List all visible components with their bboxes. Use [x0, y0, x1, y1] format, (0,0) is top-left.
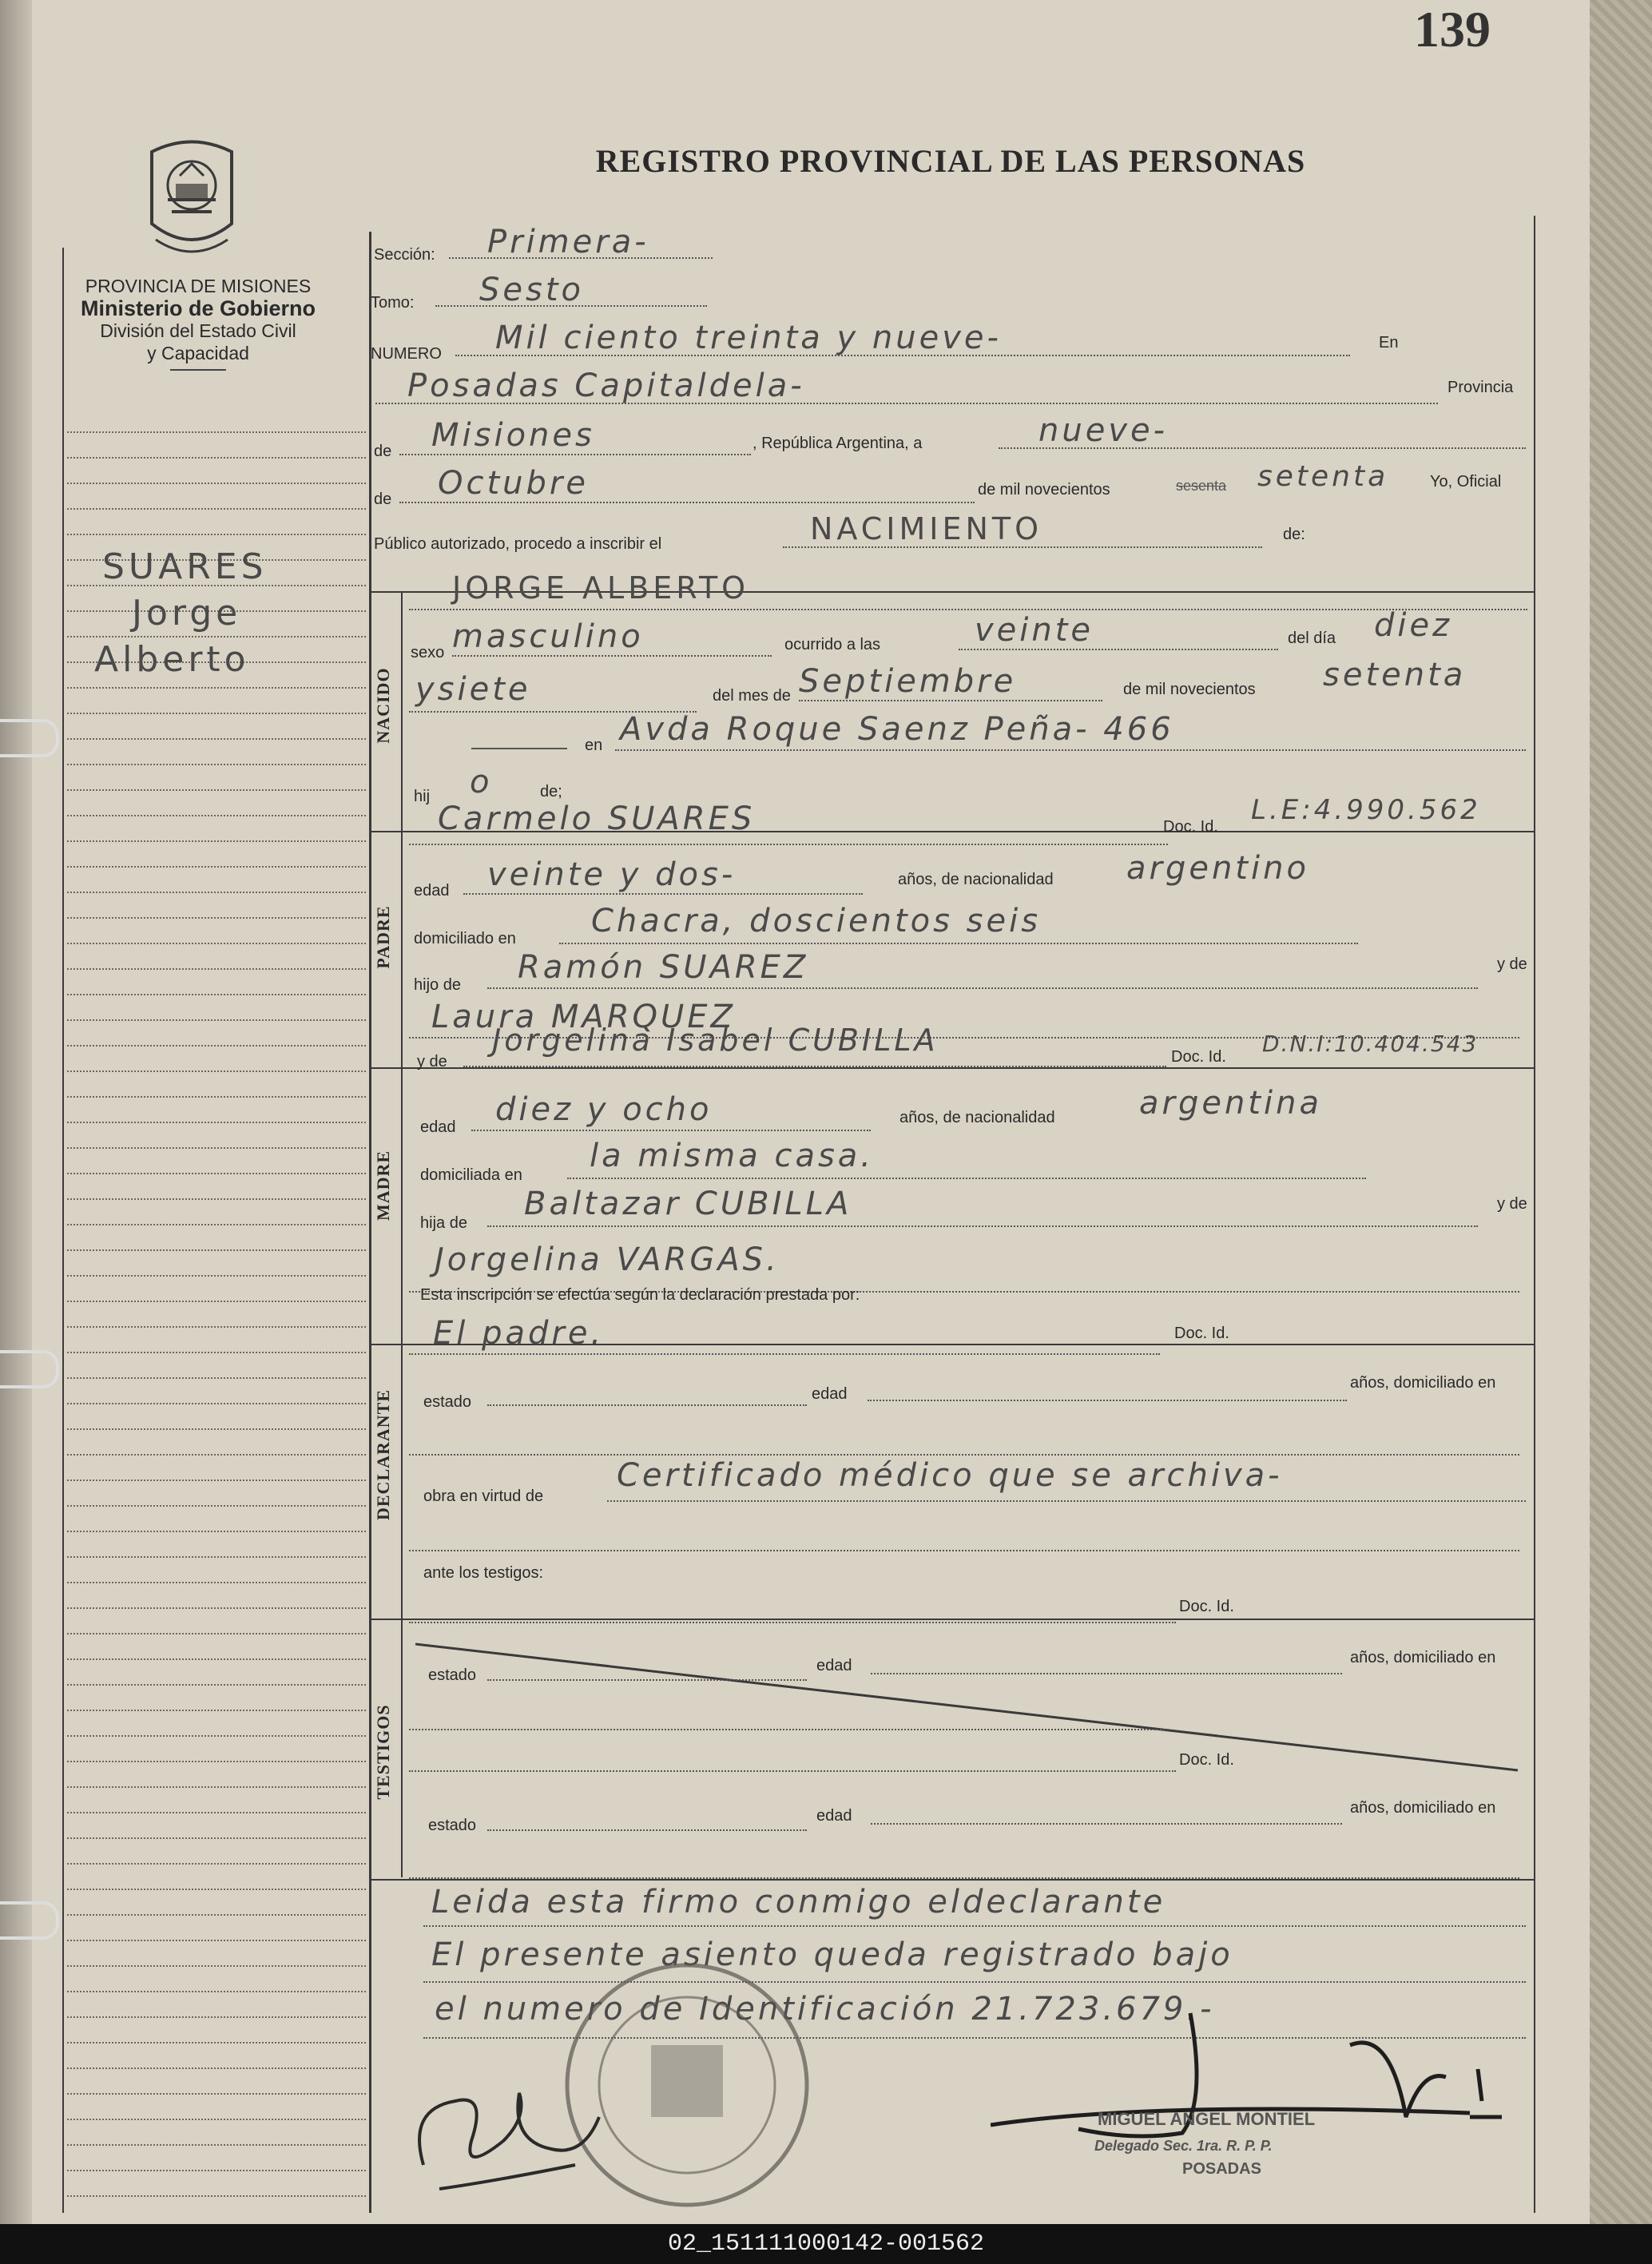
margin-ruled-line: [67, 1224, 366, 1225]
label-de-mil-nov: de mil novecientos: [1123, 681, 1256, 698]
label-en-lower: en: [585, 737, 603, 754]
value-madre-nombre: Jorgelina Isabel CUBILLA: [492, 1023, 939, 1058]
margin-ruled-line: [67, 687, 366, 689]
margin-ruled-line: [67, 866, 366, 868]
margin-ruled-line: [67, 1531, 366, 1532]
margin-ruled-line: [67, 968, 366, 970]
label-estado-declarante: estado: [423, 1393, 472, 1411]
margin-ruled-line: [67, 789, 366, 791]
label-hija-de: hija de: [420, 1214, 467, 1232]
value-padre-dom: Chacra, doscientos seis: [591, 903, 1042, 939]
margin-ruled-line: [67, 1275, 366, 1277]
margin-ruled-line: [67, 1863, 366, 1865]
label-edad-t2: edad: [816, 1807, 852, 1825]
testigos-bottom-rule: [369, 1879, 1534, 1881]
label-publico: Público autorizado, procedo a inscribir el: [374, 535, 662, 553]
value-cierre-2: El presente asiento queda registrado bajo: [431, 1936, 1233, 1973]
margin-ruled-line: [67, 1428, 366, 1430]
label-anos-dom-t1: años, domiciliado en: [1350, 1649, 1496, 1666]
margin-ruled-line: [67, 713, 366, 714]
value-acto: NACIMIENTO: [810, 511, 1043, 546]
value-madre-edad: diez y ocho: [495, 1091, 713, 1128]
label-doc-id-padre: Doc. Id.: [1163, 818, 1218, 836]
margin-ruled-line: [67, 1761, 366, 1762]
label-provincia: Provincia: [1447, 379, 1514, 396]
margin-ruled-line: [67, 1556, 366, 1558]
margin-ruled-line: [67, 1607, 366, 1609]
margin-ruled-line: [67, 1914, 366, 1916]
page-number: 139: [1414, 1, 1491, 58]
value-cierre-1: Leida esta firmo conmigo eldeclarante: [431, 1884, 1166, 1920]
dom-t2-line: [409, 1861, 1519, 1879]
official-title: Delegado Sec. 1ra. R. P. P.: [1094, 2138, 1273, 2154]
margin-ruled-line: [67, 1812, 366, 1813]
margin-ruled-line: [67, 1633, 366, 1634]
label-edad-t1: edad: [816, 1657, 852, 1674]
section-testigos: TESTIGOS: [373, 1704, 393, 1800]
margin-ruled-line: [67, 1480, 366, 1481]
label-del-dia: del día: [1288, 630, 1336, 647]
section-madre: MADRE: [373, 1150, 393, 1221]
issuing-authority: [62, 275, 334, 371]
signature-right-icon: [991, 1981, 1550, 2157]
value-mes-nac: Septiembre: [799, 663, 1017, 700]
page-left-edge: [0, 0, 32, 2224]
margin-ruled-line: [67, 1454, 366, 1456]
margin-ruled-line: [67, 1070, 366, 1072]
value-lugar: Posadas Capitaldela-: [407, 367, 805, 404]
margin-ruled-line: [67, 1403, 366, 1404]
margin-ruled-line: [67, 1326, 366, 1328]
margin-ruled-line: [67, 1505, 366, 1507]
margin-ruled-line: [67, 1147, 366, 1149]
value-abuelo-p: Ramón SUAREZ: [518, 949, 809, 986]
label-y-de-1: y de: [1497, 955, 1527, 973]
label-y-de-madre: y de: [417, 1053, 447, 1070]
label-domiciliada: domiciliada en: [420, 1166, 522, 1184]
margin-ruled-line: [67, 1786, 366, 1788]
value-padre-edad: veinte y dos-: [487, 856, 737, 893]
margin-ruled-line: [67, 1352, 366, 1353]
margin-ruled-line: [67, 2119, 366, 2120]
value-numero: Mil ciento treinta y nueve-: [495, 320, 1002, 356]
margin-ruled-line: [67, 534, 366, 535]
official-city: POSADAS: [1182, 2160, 1261, 2178]
label-obra: obra en virtud de: [423, 1487, 544, 1505]
margin-ruled-line: [67, 2170, 366, 2171]
margin-ruled-line: [67, 1019, 366, 1021]
value-tomo: Sesto: [479, 272, 584, 308]
image-id-footer: 02_151111000142-001562: [0, 2224, 1652, 2264]
coat-of-arms-icon: [144, 136, 240, 268]
division-line-1: División del Estado Civil: [100, 320, 296, 341]
label-tomo: Tomo:: [371, 294, 415, 312]
margin-ruled-line: [67, 1965, 366, 1967]
label-del-mes: del mes de: [713, 687, 791, 705]
value-obra: Certificado médico que se archiva-: [617, 1457, 1283, 1494]
value-provincia: Misiones: [431, 417, 595, 454]
margin-ruled-line: [67, 2042, 366, 2044]
margin-ruled-line: [67, 1735, 366, 1737]
ring-hole-2: [0, 1350, 59, 1388]
value-mes: Octubre: [438, 465, 589, 502]
division-line-2: y Capacidad: [147, 343, 249, 363]
label-doc-id-declarante: Doc. Id.: [1174, 1325, 1229, 1342]
madre-top-rule: [369, 1067, 1534, 1069]
label-anos-nac-madre: años, de nacionalidad: [899, 1109, 1055, 1126]
label-y-de-2: y de: [1497, 1195, 1527, 1213]
margin-ruled-line: [67, 1198, 366, 1200]
label-de-semi: de;: [540, 783, 562, 800]
label-sexo: sexo: [411, 644, 445, 661]
label-ocurrido: ocurrido a las: [784, 636, 881, 653]
signature-left-icon: [391, 2045, 631, 2205]
label-doc-id-testigo1: Doc. Id.: [1179, 1598, 1234, 1615]
margin-surname: SUARES: [102, 546, 268, 587]
value-ano-nac: setenta: [1323, 657, 1467, 693]
value-hijo-suffix: o: [470, 764, 493, 800]
label-de-1: de: [374, 443, 392, 460]
margin-ruled-line: [67, 2144, 366, 2146]
value-dia: nueve-: [1038, 412, 1169, 449]
ring-hole-1: [0, 719, 59, 757]
margin-ruled-line: [67, 636, 366, 637]
section-declarante: DECLARANTE: [373, 1388, 393, 1520]
margin-ruled-line: [67, 840, 366, 842]
label-yo-oficial: Yo, Oficial: [1430, 473, 1502, 491]
margin-given-name-1: Jorge: [132, 593, 242, 634]
margin-ruled-line: [67, 1991, 366, 1992]
value-padre-nac: argentino: [1126, 850, 1309, 887]
label-estado-t1: estado: [428, 1666, 477, 1684]
margin-ruled-line: [67, 1377, 366, 1379]
form-right-rule: [1534, 216, 1535, 2213]
value-abuela-m: Jorgelina VARGAS.: [435, 1241, 780, 1278]
margin-ruled-line: [67, 1837, 366, 1839]
value-abuela-p: Laura MARQUEZ: [431, 999, 736, 1035]
margin-ruled-line: [67, 943, 366, 944]
obra-line-2: [409, 1534, 1519, 1551]
province-name: PROVINCIA DE MISIONES: [85, 276, 312, 296]
margin-left-rule: [62, 248, 64, 2213]
label-edad-madre: edad: [420, 1118, 456, 1136]
document-title: REGISTRO PROVINCIAL DE LAS PERSONAS: [595, 143, 1306, 179]
label-edad-declarante: edad: [812, 1385, 848, 1403]
label-anos-nac-padre: años, de nacionalidad: [898, 871, 1054, 888]
blank-dash: [471, 748, 567, 749]
margin-ruled-line: [67, 1582, 366, 1583]
label-republica: , República Argentina, a: [753, 435, 923, 452]
margin-ruled-line: [67, 2016, 366, 2018]
margin-ruled-line: [67, 1249, 366, 1251]
label-hijo: hij: [414, 788, 431, 805]
label-de-colon: de:: [1283, 526, 1305, 543]
margin-ruled-line: [67, 508, 366, 510]
margin-ruled-line: [67, 1889, 366, 1890]
margin-ruled-line: [67, 738, 366, 740]
value-padre-doc: L.E:4.990.562: [1251, 794, 1481, 826]
edad-t2-line: [871, 1807, 1342, 1825]
value-sexo: masculino: [452, 618, 644, 655]
margin-ruled-line: [67, 2093, 366, 2095]
value-madre-dom: la misma casa.: [590, 1138, 875, 1174]
margin-ruled-line: [67, 917, 366, 919]
value-hora: veinte: [975, 612, 1094, 649]
margin-ruled-line: [67, 1122, 366, 1123]
label-hijo-de: hijo de: [414, 976, 461, 994]
label-doc-id-testigo2: Doc. Id.: [1179, 1751, 1234, 1769]
margin-ruled-line: [67, 1301, 366, 1302]
dom-declarante-line: [409, 1438, 1519, 1456]
value-seccion: Primera-: [487, 224, 649, 260]
ministry-name: Ministerio de Gobierno: [80, 296, 316, 320]
value-ano-tachado: sesenta: [1176, 478, 1227, 494]
label-numero: NUMERO: [371, 345, 442, 363]
value-dia-nac-1: diez: [1374, 607, 1453, 644]
margin-ruled-line: [67, 431, 366, 433]
margin-right-rule: [369, 232, 371, 2213]
estado-t2-line: [487, 1813, 807, 1831]
binding-cloth: [1590, 0, 1652, 2224]
label-seccion: Sección:: [374, 246, 435, 264]
value-lugar-nac: Avda Roque Saenz Peña- 466: [620, 711, 1174, 748]
margin-ruled-line: [67, 1173, 366, 1174]
label-mil-novecientos: de mil novecientos: [978, 481, 1110, 498]
testigo2-line: [409, 1754, 1176, 1772]
estado-declarante-line: [487, 1388, 807, 1406]
margin-ruled-line: [67, 457, 366, 459]
margin-ruled-line: [67, 815, 366, 816]
value-dia-nac-2: ysiete: [415, 671, 531, 708]
label-anos-dom-t2: años, domiciliado en: [1350, 1799, 1496, 1817]
estado-t1-line: [487, 1663, 807, 1681]
label-ante: ante los testigos:: [423, 1564, 544, 1582]
margin-ruled-line: [67, 2195, 366, 2197]
margin-given-name-2: Alberto: [94, 639, 250, 680]
ring-hole-3: [0, 1901, 59, 1940]
edad-declarante-line: [868, 1384, 1347, 1401]
value-nombre: JORGE ALBERTO: [452, 570, 750, 606]
section-padre: PADRE: [373, 905, 393, 969]
margin-ruled-line: [67, 1658, 366, 1660]
section-nacido: NACIDO: [373, 667, 393, 744]
margin-ruled-line: [67, 1045, 366, 1047]
label-en: En: [1379, 334, 1399, 352]
margin-ruled-line: [67, 1710, 366, 1711]
value-declarante: El padre.: [433, 1315, 605, 1352]
margin-ruled-line: [67, 764, 366, 765]
value-cierre-3: el numero de Identificación 21.723.679.-: [435, 1991, 1215, 2028]
value-abuelo-m: Baltazar CUBILLA: [524, 1186, 852, 1222]
margin-ruled-line: [67, 1940, 366, 1941]
margin-ruled-line: [67, 483, 366, 484]
margin-ruled-line: [67, 892, 366, 893]
value-madre-doc: D.N.I:10.404.543: [1262, 1031, 1479, 1057]
divider: [170, 369, 226, 371]
label-anos-dom-declarante: años, domiciliado en: [1350, 1374, 1496, 1392]
dom-t1-line: [409, 1713, 1168, 1730]
margin-ruled-line: [67, 994, 366, 995]
value-padre-nombre: Carmelo SUARES: [438, 800, 756, 837]
label-edad-padre: edad: [414, 882, 450, 900]
label-estado-t2: estado: [428, 1817, 477, 1834]
margin-ruled-line: [67, 1096, 366, 1098]
label-doc-id-madre: Doc. Id.: [1171, 1048, 1226, 1066]
official-name: MIGUEL ANGEL MONTIEL: [1098, 2109, 1316, 2129]
edad-t1-line: [871, 1657, 1342, 1674]
section-bar: [401, 591, 403, 1877]
label-de-2: de: [374, 491, 392, 508]
label-esta-inscripcion: Esta inscripción se efectúa según la declaración prestada por:: [420, 1286, 860, 1304]
label-domiciliado-padre: domiciliado en: [414, 930, 516, 947]
value-ano: setenta: [1257, 460, 1389, 493]
value-madre-nac: argentina: [1139, 1085, 1322, 1122]
testigo1-line: [409, 1606, 1176, 1623]
margin-ruled-line: [67, 2067, 366, 2069]
margin-ruled-line: [67, 1684, 366, 1686]
